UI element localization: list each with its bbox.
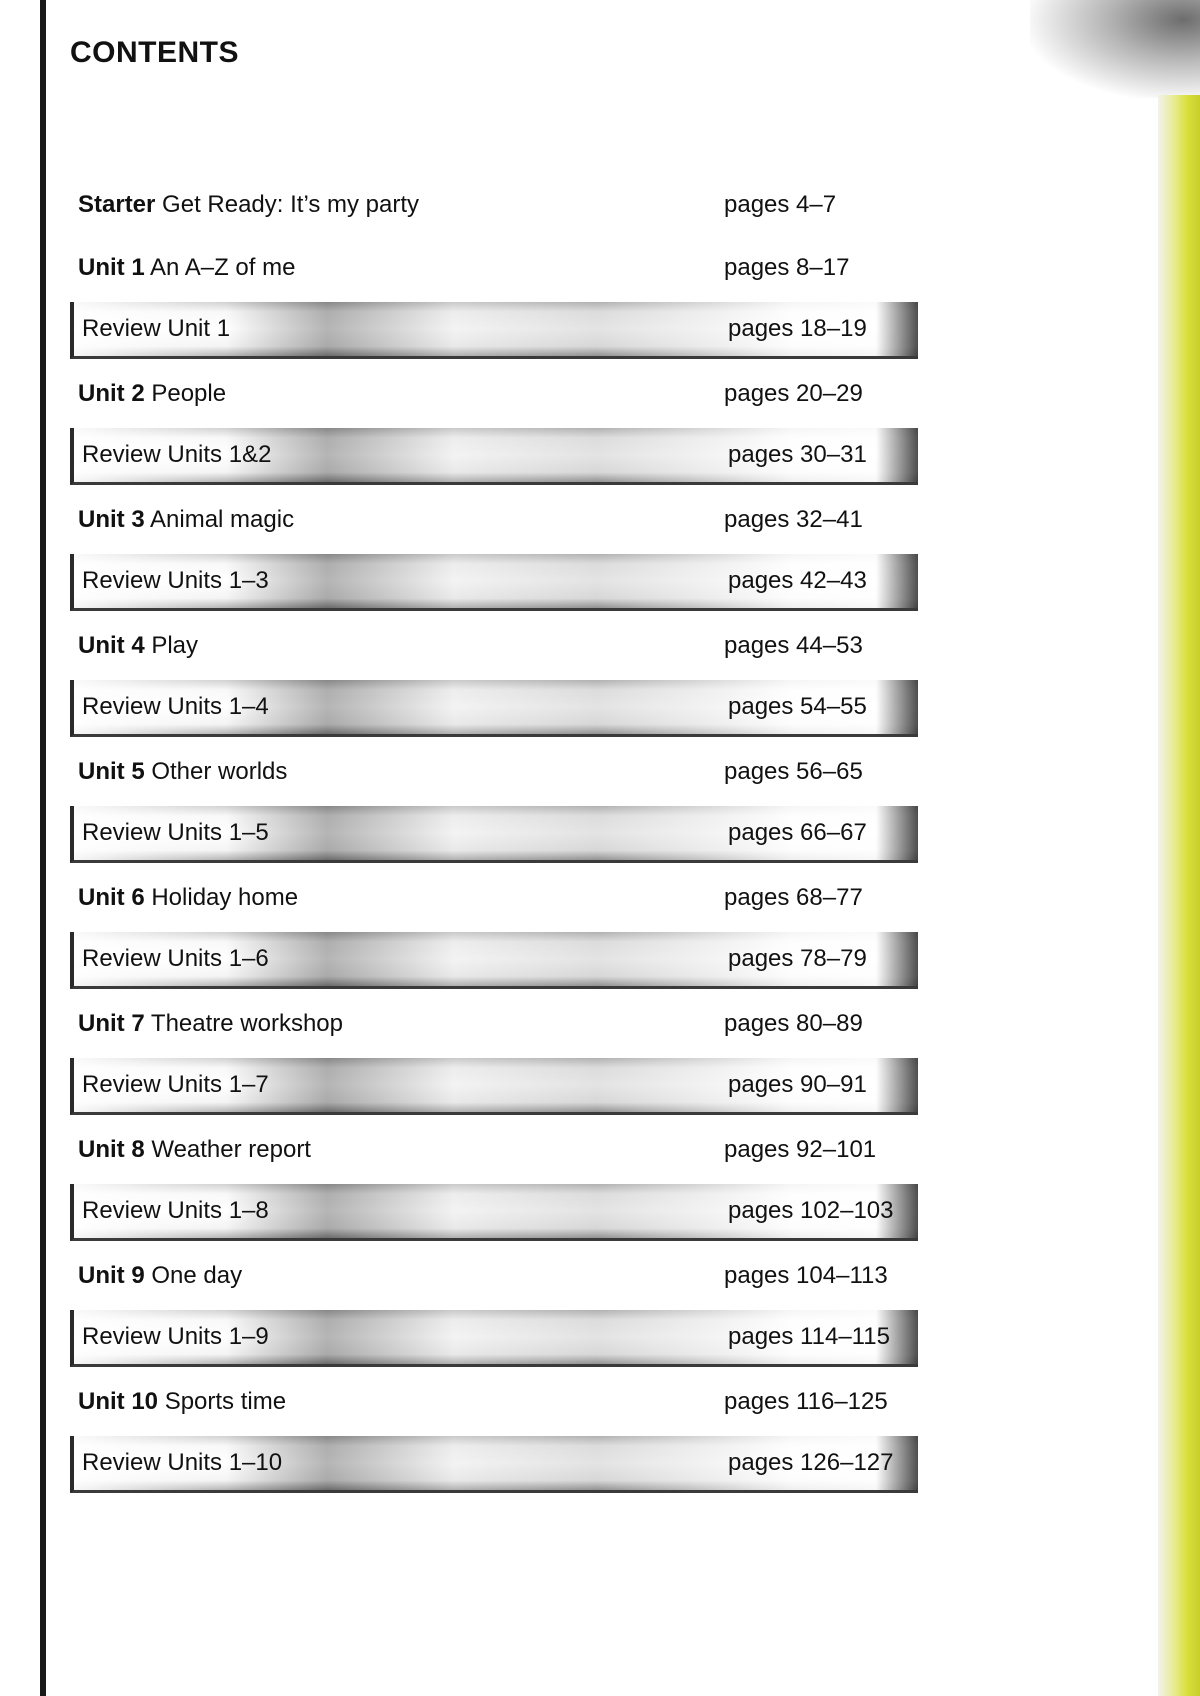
entry-pages: pages 116–125 [724, 1387, 888, 1415]
page-title: CONTENTS [70, 36, 239, 69]
entry-unit-number: Unit 8 [78, 1135, 145, 1163]
entry-pages: pages 114–115 [728, 1323, 890, 1350]
entry-unit-number: Unit 5 [78, 757, 145, 785]
entry-unit-number: Unit 2 [78, 379, 145, 407]
entry-title: Get Ready: It’s my party [162, 190, 420, 218]
entry-pages: pages 56–65 [724, 757, 863, 785]
entry-label [78, 1388, 286, 1416]
entry-unit-number: Unit 6 [78, 883, 145, 911]
entry-label [78, 1262, 242, 1290]
entry-label [82, 567, 269, 595]
entry-title: Review Units 1–7 [82, 1071, 269, 1098]
entry-label [78, 884, 298, 912]
entry-unit-number: Unit 3 [78, 505, 145, 533]
entry-pages: pages 104–113 [724, 1261, 888, 1289]
entry-pages: pages 66–67 [728, 819, 867, 846]
entry-pages: pages 32–41 [724, 505, 863, 533]
review-entry [70, 428, 918, 485]
entry-pages: pages 30–31 [728, 441, 867, 468]
entry-label [82, 1323, 269, 1351]
entry-title: Theatre workshop [150, 1009, 343, 1037]
review-entry [70, 302, 918, 359]
review-entry [70, 1310, 918, 1367]
entry-label [78, 758, 287, 786]
entry-title: One day [151, 1261, 243, 1289]
entry-unit-number: Unit 1 [78, 253, 145, 281]
entry-unit-number: Unit 9 [78, 1261, 145, 1289]
entry-label [82, 819, 269, 847]
entry-label [78, 506, 294, 534]
entry-unit-number: Starter [78, 190, 156, 218]
review-entry [70, 1058, 918, 1115]
entry-title: Review Units 1&2 [82, 441, 272, 468]
entry-title: Review Units 1–4 [82, 693, 269, 720]
entry-title: An A–Z of me [150, 253, 296, 281]
entry-pages: pages 126–127 [728, 1449, 894, 1476]
entry-title: Sports time [164, 1387, 287, 1415]
entry-title: People [151, 379, 227, 407]
unit-entry [70, 365, 918, 422]
entry-pages: pages 90–91 [728, 1071, 867, 1098]
review-entry [70, 806, 918, 863]
entry-pages: pages 20–29 [724, 379, 863, 407]
entry-label [82, 1449, 282, 1477]
entry-title: Animal magic [150, 505, 295, 533]
entry-pages: pages 92–101 [724, 1135, 877, 1163]
entry-label [78, 191, 419, 219]
entry-unit-number: Unit 10 [78, 1387, 159, 1415]
entry-title: Play [151, 631, 199, 659]
unit-entry [70, 617, 918, 674]
entry-pages: pages 54–55 [728, 693, 867, 720]
entry-pages: pages 44–53 [724, 631, 863, 659]
entry-pages: pages 78–79 [728, 945, 867, 972]
entry-title: Review Unit 1 [82, 315, 231, 342]
entry-title: Review Units 1–5 [82, 819, 269, 846]
entry-label [78, 380, 226, 408]
unit-entry [70, 743, 918, 800]
entry-pages: pages 68–77 [724, 883, 863, 911]
entry-label [82, 945, 269, 973]
entry-title: Other worlds [151, 757, 288, 785]
entry-title: Review Units 1–3 [82, 567, 269, 594]
entry-label [82, 441, 271, 469]
entry-label [82, 693, 269, 721]
entry-title: Review Units 1–10 [82, 1449, 283, 1476]
review-entry [70, 680, 918, 737]
entry-title: Review Units 1–8 [82, 1197, 269, 1224]
unit-entry [70, 176, 918, 233]
entry-title: Weather report [151, 1135, 311, 1163]
entry-title: Review Units 1–6 [82, 945, 269, 972]
entry-title: Holiday home [151, 883, 299, 911]
review-entry [70, 1436, 918, 1493]
entry-label [78, 1010, 343, 1038]
unit-entry [70, 491, 918, 548]
review-entry [70, 554, 918, 611]
entry-label [82, 1071, 269, 1099]
binding-spine [40, 0, 46, 1696]
entry-pages: pages 102–103 [728, 1197, 894, 1224]
contents-list [70, 176, 918, 1499]
unit-entry [70, 1247, 918, 1304]
unit-entry [70, 869, 918, 926]
entry-pages: pages 80–89 [724, 1009, 863, 1037]
entry-unit-number: Unit 7 [78, 1009, 145, 1037]
page-corner-shadow [1030, 0, 1200, 98]
entry-title: Review Units 1–9 [82, 1323, 269, 1350]
review-entry [70, 932, 918, 989]
unit-entry [70, 239, 918, 296]
entry-pages: pages 4–7 [724, 190, 837, 218]
entry-label [78, 632, 198, 660]
unit-entry [70, 1121, 918, 1178]
entry-unit-number: Unit 4 [78, 631, 145, 659]
unit-entry [70, 995, 918, 1052]
review-entry [70, 1184, 918, 1241]
entry-label [78, 254, 295, 282]
entry-label [82, 1197, 269, 1225]
page-edge [1158, 95, 1200, 1696]
entry-pages: pages 8–17 [724, 253, 850, 281]
entry-pages: pages 18–19 [728, 315, 867, 342]
entry-pages: pages 42–43 [728, 567, 867, 594]
entry-label [82, 315, 230, 343]
unit-entry [70, 1373, 918, 1430]
entry-label [78, 1136, 311, 1164]
